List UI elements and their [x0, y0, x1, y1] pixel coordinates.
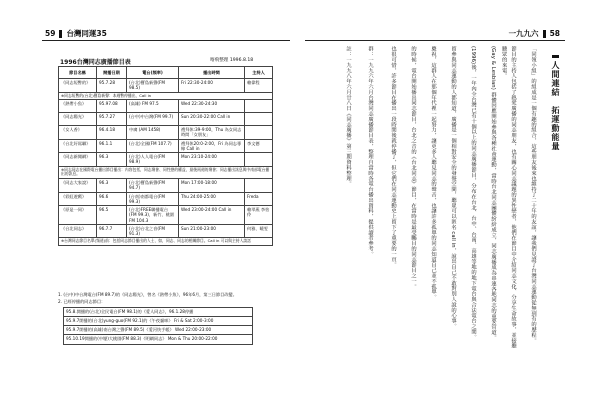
table-cell: Sun 21:00-23:00: [179, 224, 245, 238]
header-bar-icon: [543, 30, 546, 38]
table-note: ※同志短暫的(台北)寶島新聲：本週暫停播出，Call in: [59, 92, 273, 100]
table-cell: (台北)台北之音(FM 91.3): [127, 224, 179, 238]
table-cell: 95.9.7開播的(台北)yung-guo(FM 92.1)的《午夜貓咪》 Fri & Sat 2:00-3:00: [64, 316, 253, 325]
table-cell: 賴偉程: [245, 79, 273, 93]
left-page-header: [45, 28, 107, 39]
table-note: ※同志同志在國際電台播出節目播出：內容包括，同志聚會、同性戀的權益，最後兩週的聚會；同志播出訊息與中南部電台播出的訊息。: [59, 166, 273, 178]
body-text-column: 群：一九九六年六月台灣同志廣播節目表，整理自當時各電台播出資料，提供讀者參考。: [367, 46, 373, 257]
table-cell: 《女人香》: [59, 126, 97, 140]
table-cell: 96.3: [97, 153, 127, 167]
table-note-row: [59, 166, 273, 178]
table-cell: (台北)人人電台(FM 98.9): [127, 153, 179, 167]
table-cell: 禮拜休:39-9:00，Thu 為女同志時間「女朋友」: [179, 126, 245, 140]
table-row: [59, 206, 273, 225]
table-cell: Wed 22:30-24:30: [179, 100, 245, 113]
table-cell: (高雄) FM 97.5: [127, 100, 179, 113]
table-cell: 95.9.7開播的(高雄)南台灣之聲(FM 89.5)《愛河快手帳》 Wed 22:00-23:00: [64, 326, 253, 335]
column-header: 節目名稱: [59, 67, 97, 79]
table-cell: 96.5: [97, 206, 127, 225]
table-cell: 95.10.19開播的(中壢)大桃園(FM 88.3)《明網同志》 Mon & Thu 20:00-22:00: [64, 335, 253, 344]
table-cell: [245, 113, 273, 126]
table-cell: Fri 22:30-24:00: [179, 79, 245, 93]
table-cell: (台北)FREE聯播電台 (FM 99.3)，新竹、桃園 FM 104.3: [127, 206, 179, 225]
column-header: 主持人: [245, 67, 273, 79]
left-header-rule: [42, 40, 290, 41]
table-row: [59, 79, 273, 93]
table-date: 喀飛整理 1996.8.18: [210, 58, 254, 63]
table-note: ※台灣同志節目名單(頻道)前：包括同志節目播出的人士，如，同志、同志的相關節目。Call in 可以與主持人談話: [59, 238, 273, 246]
table-row: [59, 179, 273, 193]
table-cell: 《原是一同》: [59, 206, 97, 225]
table-cell: 95.7.27: [97, 113, 127, 126]
right-running-title: 一九九六: [508, 29, 539, 38]
table-cell: [245, 153, 273, 167]
table-row: [59, 139, 273, 153]
table-cell: 96.6: [97, 192, 127, 206]
table-cell: (台北)寶島新聲(FM 98.5): [127, 79, 179, 93]
table-cell: Mon 23:10-24:00: [179, 153, 245, 167]
body-text-column: 註：一九九八年六月廿八日《同志廣播》第三期資料整理。: [345, 46, 351, 187]
header-bar-icon: [59, 30, 62, 38]
radio-program-table: [58, 66, 273, 246]
table-cell: Sun 20:30-22:00 Call in: [179, 113, 245, 126]
table-cell: Wed 23:00-24:00 Call in: [179, 206, 245, 225]
table-cell: 《同志大家說》: [59, 179, 97, 193]
table-cell: 《熱帶小魚》: [59, 100, 97, 113]
table-cell: Thu 24:00-25:00: [179, 192, 245, 206]
table-header-row: [59, 67, 273, 79]
table-cell: 《台北同志》: [59, 224, 97, 238]
table-row: [64, 307, 253, 316]
table-cell: 賴翠燕 李怡伶: [245, 206, 273, 225]
left-running-title: 台灣同運35: [66, 29, 107, 38]
table-row: [59, 192, 273, 206]
table-cell: 95.7.28: [97, 79, 127, 93]
column-header: 電台(頻率): [127, 67, 179, 79]
body-text-column: 節目的主持人包括了熱愛廣播的同志朋友，也有關心同志議題的異性戀者，他們在節目中介紹同志文化、分享生命故事，並接聽聽眾的來電。: [500, 46, 516, 349]
table-cell: [245, 100, 273, 113]
table-cell: 《同志短暫的》: [59, 79, 97, 93]
body-text-column: 也很可惜，許多節目在播出一段時間後就停播了，但它們在同志運動史上留下了重要的一頁。: [390, 46, 396, 268]
table-cell: 96.3: [97, 179, 127, 193]
body-text-column: 留參與同志運動的人都知道，廣播是一個相對安全的發聲空間，聽眾可以匿名 call in，說出自己不敢對別人說的心事。: [450, 46, 456, 329]
table-row: [64, 326, 253, 335]
section-title-text: 人間連結 拓運動能量: [551, 61, 560, 151]
table-title: 1996台灣同志廣播節目表: [60, 59, 131, 66]
table-row: [59, 100, 273, 113]
table-cell: 96.4.18: [97, 126, 127, 140]
table-cell: 95.8.開播的(台北)全民電台(FM 98.1)的《愛人同志》，96.1.28停播: [64, 307, 253, 316]
table-row: [64, 316, 253, 325]
table-cell: 禮拜休20:0-2:00，Fri 為同志專線 Call in: [179, 139, 245, 153]
title-marker-icon: [552, 55, 559, 58]
body-text-column: (Gay & Lesbian) 群體因應開始參與各種社會運動，當時台北同志團體紛紛成立，同志廣播成為串連各地同志的重要管道。: [490, 46, 496, 341]
table-cell: Freda: [245, 192, 273, 206]
right-header-rule: [305, 40, 565, 41]
table-note-row: [59, 238, 273, 246]
table-cell: 中廣 (AM 1458): [127, 126, 179, 140]
body-text-column: 慶祝，這群人在那個年代裡一起努力，讓更多人聽見同志的聲音，也讓許多孤單的同志知道自己並不孤單。: [430, 46, 436, 300]
body-text-column: 「同領小組」的組成是一個有趣的組合，這些朋友後來也維持了二十年的友誼，讓我們見證了台灣同志運動從無到有的歷程。: [530, 46, 536, 343]
table-cell: 96.7.7: [97, 224, 127, 238]
table-cell: [245, 126, 273, 140]
table-cell: (台北)全國(FM 107.7): [127, 139, 179, 153]
table-note-row: [59, 92, 273, 100]
column-header: 開播日期: [97, 67, 127, 79]
table-row: [59, 113, 273, 126]
right-page-header: [509, 28, 560, 39]
table-row: [59, 153, 273, 167]
section-title: [550, 55, 561, 151]
table-cell: (台北)寶島新聲(FM 94.7): [127, 179, 179, 193]
table-cell: 《同志陽光》: [59, 113, 97, 126]
column-header: 播出時間: [179, 67, 245, 79]
right-page-number: 58: [549, 29, 560, 38]
footnote: 1. (台中)中台灣電台(FM 89.7)的《同志陽光》，曾名《熱帶小魚》，96年6月，第三日節目改變。: [58, 292, 237, 297]
table-row: [64, 335, 253, 344]
table-cell: 《同志新聞網》: [59, 153, 97, 167]
footnote: 2. 已經停播的同志節目：: [58, 299, 106, 305]
table-cell: (台中)中台灣(FM 99.7): [127, 113, 179, 126]
table-cell: 《彩虹遊戲》: [59, 192, 97, 206]
table-cell: 95.97.08: [97, 100, 127, 113]
stopped-programs-table: [63, 307, 253, 345]
table-cell: 何雅、曉雯: [245, 224, 273, 238]
left-page-number: 59: [45, 29, 56, 38]
table-cell: 96.1.1: [97, 139, 127, 153]
table-cell: 李文德: [245, 139, 273, 153]
table-cell: Mon 17:00-18:00: [179, 179, 245, 193]
table-cell: 《台北好屌聯》: [59, 139, 97, 153]
table-cell: [245, 179, 273, 193]
table-row: [59, 126, 273, 140]
table-row: [59, 224, 273, 238]
body-text-column: 的時候，電台開始播出同志節目，台北之音的《台北同志》節目，在當時是最受矚目的同志節目之一。: [410, 46, 416, 289]
table-cell: (台南)南都電台(FM 99.3): [127, 192, 179, 206]
body-text-column: (1996)後，一年內全台灣已有十個以上的同志廣播節目，分布在台北、台中、台南、高雄等地的地下電台與合法電台之間。: [470, 46, 476, 340]
table-footnotes: [58, 292, 273, 345]
